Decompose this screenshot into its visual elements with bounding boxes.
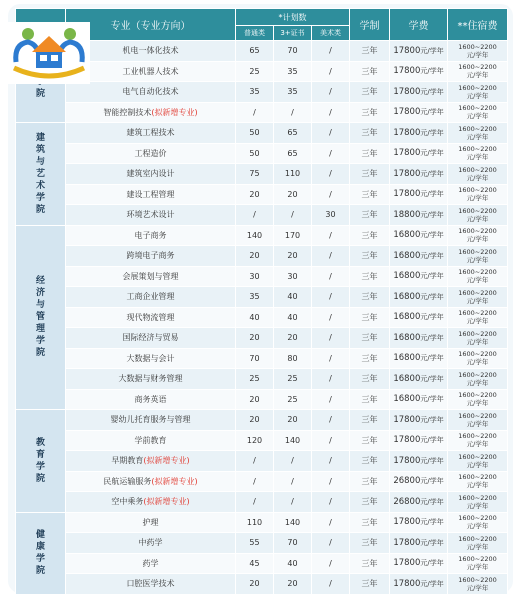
plan-art-cell: / (312, 471, 350, 492)
plan-cert-cell: 70 (274, 41, 312, 62)
plan-normal-cell: / (236, 492, 274, 513)
plan-cert-cell: 40 (274, 287, 312, 308)
dorm-fee-cell: 1600~2200 元/学年 (448, 553, 508, 574)
plan-normal-cell: 20 (236, 328, 274, 349)
dorm-fee-cell: 1600~2200 元/学年 (448, 246, 508, 267)
plan-cert-cell: 80 (274, 348, 312, 369)
tuition-cell: 17800元/学年 (390, 574, 448, 595)
plan-normal-cell: 40 (236, 307, 274, 328)
major-cell: 商务英语 (66, 389, 236, 410)
plan-art-cell: / (312, 451, 350, 472)
plan-art-cell: / (312, 512, 350, 533)
plan-cert-cell: / (274, 492, 312, 513)
plan-normal-cell: 65 (236, 41, 274, 62)
new-major-note: (拟新增专业) (143, 497, 190, 507)
major-cell: 国际经济与贸易 (66, 328, 236, 349)
duration-cell: 三年 (350, 41, 390, 62)
plan-art-cell: / (312, 348, 350, 369)
plan-art-cell: / (312, 102, 350, 123)
plan-normal-cell: 140 (236, 225, 274, 246)
plan-cert-cell: / (274, 205, 312, 226)
plan-art-cell: / (312, 574, 350, 595)
plan-art-cell: / (312, 389, 350, 410)
table-row (16, 164, 508, 185)
plan-cert-cell: 20 (274, 574, 312, 595)
plan-normal-cell: 35 (236, 82, 274, 103)
duration-cell: 三年 (350, 102, 390, 123)
tuition-cell: 17800元/学年 (390, 410, 448, 431)
duration-cell: 三年 (350, 287, 390, 308)
tuition-cell: 17800元/学年 (390, 82, 448, 103)
dorm-fee-cell: 1600~2200 元/学年 (448, 123, 508, 144)
plan-art-cell: / (312, 123, 350, 144)
plan-art-cell: / (312, 328, 350, 349)
dorm-fee-cell: 1600~2200 元/学年 (448, 369, 508, 390)
duration-cell: 三年 (350, 143, 390, 164)
dorm-fee-cell: 1600~2200 元/学年 (448, 164, 508, 185)
plan-art-cell: / (312, 553, 350, 574)
dorm-fee-cell: 1600~2200 元/学年 (448, 307, 508, 328)
tuition-cell: 16800元/学年 (390, 225, 448, 246)
duration-cell: 三年 (350, 266, 390, 287)
plan-normal-cell: / (236, 205, 274, 226)
plan-normal-cell: 20 (236, 574, 274, 595)
plan-normal-cell: 25 (236, 61, 274, 82)
major-cell: 电子商务 (66, 225, 236, 246)
duration-cell: 三年 (350, 451, 390, 472)
table-row (16, 471, 508, 492)
new-major-note: (拟新增专业) (143, 456, 190, 466)
duration-cell: 三年 (350, 430, 390, 451)
duration-cell: 三年 (350, 574, 390, 595)
major-cell: 中药学 (66, 533, 236, 554)
major-cell: 工商企业管理 (66, 287, 236, 308)
tuition-cell: 16800元/学年 (390, 348, 448, 369)
duration-cell: 三年 (350, 184, 390, 205)
table-row (16, 246, 508, 267)
tuition-cell: 16800元/学年 (390, 389, 448, 410)
duration-cell: 三年 (350, 225, 390, 246)
tuition-cell: 17800元/学年 (390, 512, 448, 533)
duration-cell: 三年 (350, 512, 390, 533)
tuition-cell: 16800元/学年 (390, 307, 448, 328)
tuition-cell: 17800元/学年 (390, 533, 448, 554)
plan-normal-cell: 25 (236, 369, 274, 390)
major-cell: 建筑室内设计 (66, 164, 236, 185)
dorm-fee-cell: 1600~2200 元/学年 (448, 41, 508, 62)
dorm-fee-cell: 1600~2200 元/学年 (448, 430, 508, 451)
duration-cell: 三年 (350, 492, 390, 513)
table-row (16, 389, 508, 410)
college-name: 建筑与艺术学院 (16, 123, 66, 226)
duration-cell: 三年 (350, 205, 390, 226)
plan-normal-cell: / (236, 102, 274, 123)
plan-art-cell: / (312, 492, 350, 513)
plan-normal-cell: / (236, 471, 274, 492)
plan-art-cell: / (312, 410, 350, 431)
dorm-fee-cell: 1600~2200 元/学年 (448, 328, 508, 349)
dorm-fee-cell: 1600~2200 元/学年 (448, 348, 508, 369)
plan-normal-cell: 50 (236, 143, 274, 164)
dorm-fee-cell: 1600~2200 元/学年 (448, 410, 508, 431)
plan-normal-cell: 20 (236, 184, 274, 205)
plan-art-cell: / (312, 164, 350, 185)
plan-cert-cell: / (274, 102, 312, 123)
major-cell: 大数据与财务管理 (66, 369, 236, 390)
plan-normal-cell: 30 (236, 266, 274, 287)
tuition-cell: 16800元/学年 (390, 328, 448, 349)
table-row (16, 287, 508, 308)
plan-normal-cell: 75 (236, 164, 274, 185)
tuition-cell: 17800元/学年 (390, 164, 448, 185)
plan-cert-cell: 70 (274, 533, 312, 554)
plan-art-cell: / (312, 225, 350, 246)
duration-cell: 三年 (350, 82, 390, 103)
tuition-cell: 17800元/学年 (390, 61, 448, 82)
dorm-fee-cell: 1600~2200 元/学年 (448, 205, 508, 226)
duration-cell: 三年 (350, 61, 390, 82)
tuition-cell: 17800元/学年 (390, 102, 448, 123)
table-row (16, 410, 508, 431)
plan-art-cell: / (312, 307, 350, 328)
plan-cert-cell: 65 (274, 123, 312, 144)
new-major-note: (拟新增专业) (151, 107, 198, 117)
major-cell: 建筑工程技术 (66, 123, 236, 144)
plan-art-cell: / (312, 41, 350, 62)
plan-art-cell: 30 (312, 205, 350, 226)
tuition-cell: 17800元/学年 (390, 123, 448, 144)
duration-cell: 三年 (350, 533, 390, 554)
duration-cell: 三年 (350, 410, 390, 431)
table-body (16, 41, 508, 595)
table-row (16, 102, 508, 123)
major-cell: 环境艺术设计 (66, 205, 236, 226)
dorm-fee-cell: 1600~2200 元/学年 (448, 225, 508, 246)
plan-header: *计划数 (236, 9, 350, 26)
plan-art-cell: / (312, 430, 350, 451)
table-row (16, 266, 508, 287)
plan-normal-cell: 50 (236, 123, 274, 144)
major-cell: 早期教育(拟新增专业) (66, 451, 236, 472)
college-name: 健康学院 (16, 512, 66, 594)
dorm-fee-cell: 1600~2200 元/学年 (448, 451, 508, 472)
table-row (16, 307, 508, 328)
plan-cert-cell: 20 (274, 184, 312, 205)
plan-cert-cell: 35 (274, 82, 312, 103)
table-row (16, 533, 508, 554)
tuition-cell: 17800元/学年 (390, 143, 448, 164)
plan-cert-cell: 30 (274, 266, 312, 287)
table-row (16, 82, 508, 103)
duration-cell: 三年 (350, 553, 390, 574)
tuition-cell: 16800元/学年 (390, 266, 448, 287)
tuition-cell: 17800元/学年 (390, 41, 448, 62)
plan-normal-cell: 110 (236, 512, 274, 533)
table-row (16, 328, 508, 349)
plan-art-cell: / (312, 246, 350, 267)
table-row (16, 492, 508, 513)
plan-art-cell: / (312, 184, 350, 205)
table-row (16, 348, 508, 369)
dorm-fee-cell: 1600~2200 元/学年 (448, 574, 508, 595)
dorm-fee-cell: 1600~2200 元/学年 (448, 184, 508, 205)
plan-normal-header: 普通类 (236, 26, 274, 41)
plan-art-cell: / (312, 533, 350, 554)
duration-cell: 三年 (350, 164, 390, 185)
tuition-cell: 17800元/学年 (390, 553, 448, 574)
duration-cell: 三年 (350, 389, 390, 410)
plan-normal-cell: 120 (236, 430, 274, 451)
major-cell: 大数据与会计 (66, 348, 236, 369)
plan-cert-header: 3+证书 (274, 26, 312, 41)
duration-cell: 三年 (350, 246, 390, 267)
school-logo (8, 22, 90, 84)
tuition-cell: 16800元/学年 (390, 246, 448, 267)
dorm-fee-cell: 1600~2200 元/学年 (448, 143, 508, 164)
new-major-note: (拟新增专业) (151, 476, 198, 486)
plan-normal-cell: 20 (236, 246, 274, 267)
tuition-cell: 17800元/学年 (390, 430, 448, 451)
duration-cell: 三年 (350, 471, 390, 492)
duration-cell: 三年 (350, 307, 390, 328)
plan-normal-cell: 70 (236, 348, 274, 369)
major-cell: 民航运输服务(拟新增专业) (66, 471, 236, 492)
plan-normal-cell: 35 (236, 287, 274, 308)
plan-art-cell: / (312, 266, 350, 287)
plan-cert-cell: 20 (274, 410, 312, 431)
tuition-cell: 26800元/学年 (390, 471, 448, 492)
tuition-cell: 16800元/学年 (390, 287, 448, 308)
plan-normal-cell: 45 (236, 553, 274, 574)
table-row (16, 430, 508, 451)
dorm-fee-cell: 1600~2200 元/学年 (448, 287, 508, 308)
major-cell: 会展策划与管理 (66, 266, 236, 287)
major-cell: 建设工程管理 (66, 184, 236, 205)
plan-art-cell: / (312, 143, 350, 164)
major-header: 专业（专业方向） (66, 9, 236, 41)
plan-normal-cell: 20 (236, 389, 274, 410)
duration-cell: 三年 (350, 369, 390, 390)
table-row (16, 184, 508, 205)
table-row (16, 143, 508, 164)
plan-art-cell: / (312, 61, 350, 82)
major-cell: 护理 (66, 512, 236, 533)
major-cell: 学前教育 (66, 430, 236, 451)
tuition-cell: 17800元/学年 (390, 451, 448, 472)
major-cell: 机电一体化技术 (66, 41, 236, 62)
plan-normal-cell: / (236, 451, 274, 472)
major-cell: 现代物流管理 (66, 307, 236, 328)
plan-cert-cell: 20 (274, 328, 312, 349)
college-name: 教育学院 (16, 410, 66, 513)
college-name: 院 (16, 41, 66, 123)
table-row (16, 451, 508, 472)
dorm-fee-cell: 1600~2200 元/学年 (448, 533, 508, 554)
major-cell: 口腔医学技术 (66, 574, 236, 595)
plan-cert-cell: / (274, 471, 312, 492)
dorm-header: **住宿费 (448, 9, 508, 41)
major-cell: 药学 (66, 553, 236, 574)
plan-cert-cell: 170 (274, 225, 312, 246)
major-cell: 工程造价 (66, 143, 236, 164)
major-cell: 婴幼儿托育服务与管理 (66, 410, 236, 431)
duration-cell: 三年 (350, 348, 390, 369)
plan-cert-cell: 140 (274, 512, 312, 533)
dorm-fee-cell: 1600~2200 元/学年 (448, 471, 508, 492)
plan-normal-cell: 20 (236, 410, 274, 431)
plan-cert-cell: 35 (274, 61, 312, 82)
tuition-cell: 16800元/学年 (390, 369, 448, 390)
tuition-cell: 18800元/学年 (390, 205, 448, 226)
college-name: 经济与管理学院 (16, 225, 66, 410)
table-row (16, 205, 508, 226)
dorm-fee-cell: 1600~2200 元/学年 (448, 266, 508, 287)
school-house-people-icon (8, 22, 90, 84)
duration-header: 学制 (350, 9, 390, 41)
table-row (16, 574, 508, 595)
table-row (16, 512, 508, 533)
plan-cert-cell: 40 (274, 307, 312, 328)
major-cell: 电气自动化技术 (66, 82, 236, 103)
duration-cell: 三年 (350, 123, 390, 144)
dorm-fee-cell: 1600~2200 元/学年 (448, 102, 508, 123)
table-row (16, 369, 508, 390)
plan-cert-cell: 110 (274, 164, 312, 185)
tuition-cell: 26800元/学年 (390, 492, 448, 513)
duration-cell: 三年 (350, 328, 390, 349)
plan-art-cell: / (312, 287, 350, 308)
plan-cert-cell: 25 (274, 389, 312, 410)
dorm-fee-cell: 1600~2200 元/学年 (448, 389, 508, 410)
plan-cert-cell: / (274, 451, 312, 472)
major-cell: 跨境电子商务 (66, 246, 236, 267)
dorm-fee-cell: 1600~2200 元/学年 (448, 61, 508, 82)
major-cell: 智能控制技术(拟新增专业) (66, 102, 236, 123)
major-cell: 工业机器人技术 (66, 61, 236, 82)
plan-art-header: 美术类 (312, 26, 350, 41)
major-cell: 空中乘务(拟新增专业) (66, 492, 236, 513)
plan-cert-cell: 140 (274, 430, 312, 451)
dorm-fee-cell: 1600~2200 元/学年 (448, 82, 508, 103)
tuition-cell: 17800元/学年 (390, 184, 448, 205)
enrollment-plan-table (15, 8, 508, 595)
plan-cert-cell: 20 (274, 246, 312, 267)
plan-cert-cell: 40 (274, 553, 312, 574)
dorm-fee-cell: 1600~2200 元/学年 (448, 512, 508, 533)
plan-cert-cell: 65 (274, 143, 312, 164)
plan-art-cell: / (312, 82, 350, 103)
dorm-fee-cell: 1600~2200 元/学年 (448, 492, 508, 513)
table-row (16, 123, 508, 144)
table-row (16, 225, 508, 246)
plan-normal-cell: 55 (236, 533, 274, 554)
tuition-header: 学费 (390, 9, 448, 41)
plan-cert-cell: 25 (274, 369, 312, 390)
table-row (16, 553, 508, 574)
plan-art-cell: / (312, 369, 350, 390)
